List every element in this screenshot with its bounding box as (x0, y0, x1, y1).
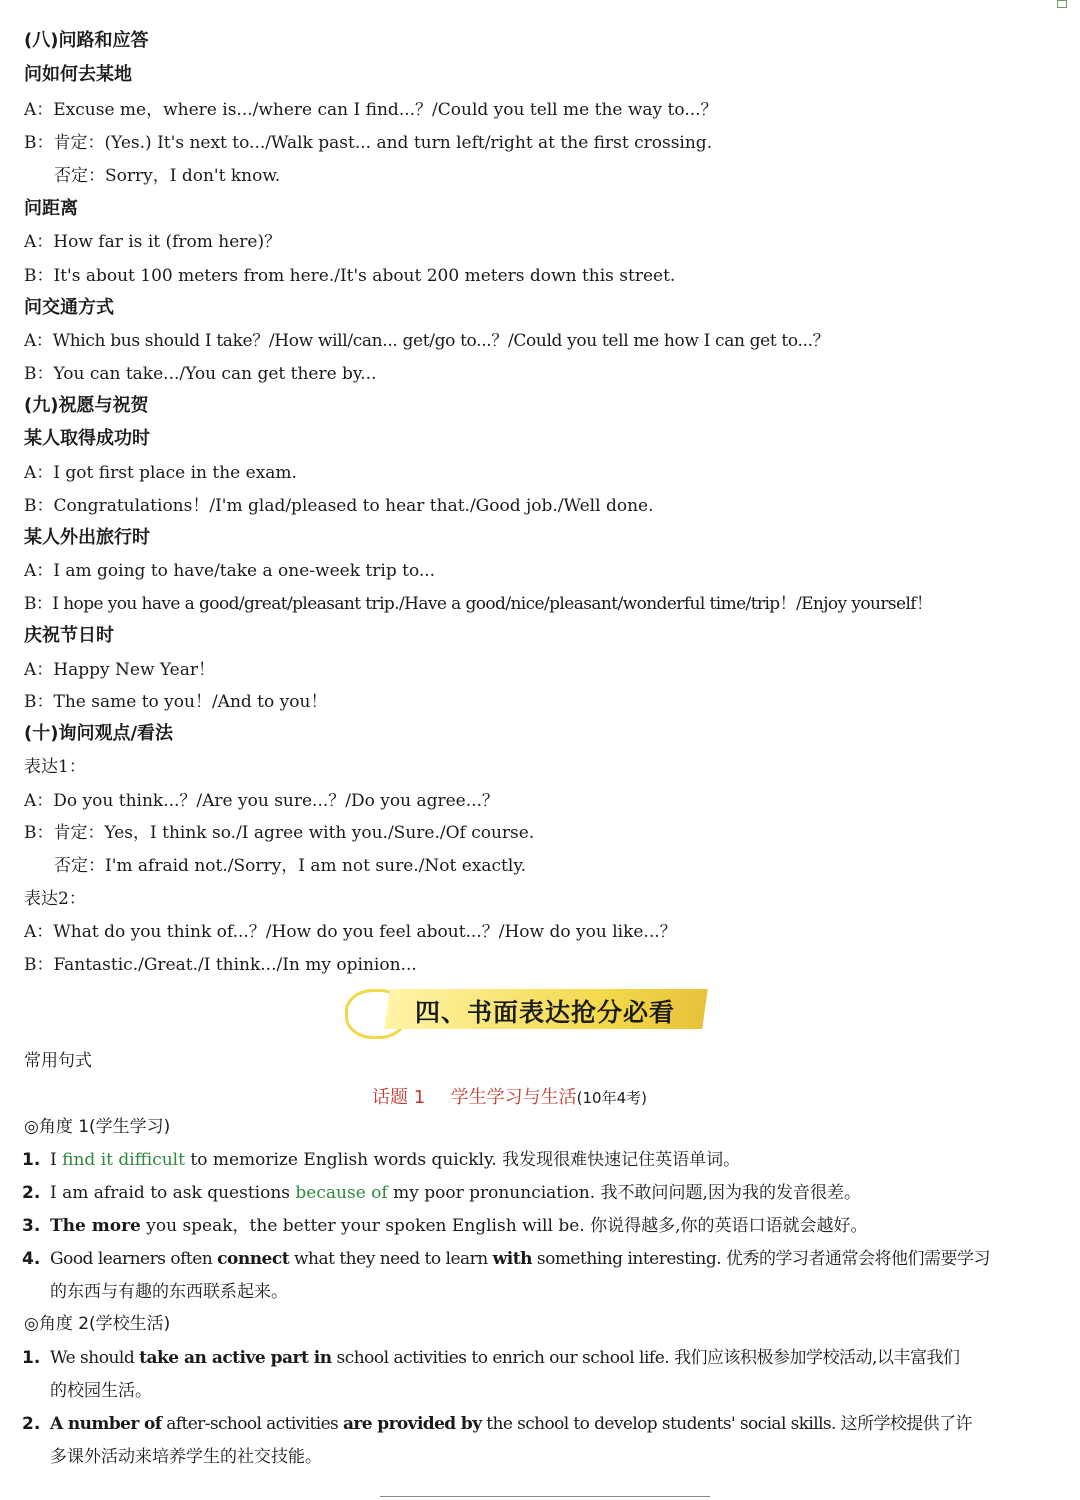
item-text: the school to develop students' social skills. 这所学校提供了许 (481, 1414, 972, 1434)
angle-heading: ◎角度 2(学校生活) (24, 1314, 171, 1334)
dialogue-line: B：You can take.../You can get there by... (24, 364, 377, 384)
item-text-continued: 多课外活动来培养学生的社交技能。 (50, 1447, 322, 1467)
banner-title: 四、书面表达抢分必看 (415, 998, 676, 1027)
topic-note: (10年4考) (576, 1089, 647, 1107)
subheading: 问交通方式 (24, 297, 114, 318)
item-number: 1. (22, 1150, 41, 1170)
item-number: 4. (22, 1249, 41, 1269)
dialogue-line: A：How far is it (from here)？ (24, 232, 282, 252)
item-highlight: take an active part in (139, 1348, 332, 1368)
item-number: 2. (22, 1183, 41, 1203)
item-text: I (50, 1150, 63, 1170)
dialogue-line: B：I hope you have a good/great/pleasant trip./Have a good/nice/pleasant/wonderful time/trip！/Enjoy yourself！ (24, 594, 933, 614)
common-patterns-label: 常用句式 (24, 1051, 92, 1071)
section-heading: (九)祝愿与祝贺 (24, 395, 149, 416)
subheading: 某人外出旅行时 (24, 527, 150, 548)
corner-mark (1057, 0, 1067, 8)
subheading: 某人取得成功时 (24, 428, 150, 449)
item-number: 2. (22, 1414, 41, 1434)
item-text: something interesting. 优秀的学习者通常会将他们需要学习 (531, 1249, 991, 1269)
section-heading: (八)问路和应答 (24, 30, 149, 51)
item-text: after-school activities (161, 1414, 343, 1434)
item-text: my poor pronunciation. 我不敢问问题,因为我的发音很差。 (387, 1183, 861, 1203)
item-highlight: because of (295, 1183, 388, 1203)
item-highlight: The more (50, 1216, 141, 1236)
item-highlight: with (492, 1249, 532, 1269)
item-number: 1. (22, 1348, 41, 1368)
dialogue-line: 否定：Sorry，I don't know. (54, 166, 281, 186)
dialogue-line: A：Do you think...？/Are you sure...？/Do you agree...？ (24, 791, 499, 811)
dialogue-line: A：Happy New Year！ (24, 660, 215, 680)
dialogue-line: A：Which bus should I take？/How will/can... get/go to...？/Could you tell me how I can get to...？ (24, 331, 830, 351)
section-banner (345, 985, 707, 1033)
subheading: 问距离 (24, 198, 78, 219)
item-text: Good learners often (50, 1249, 218, 1269)
dialogue-line: 否定：I'm afraid not./Sorry，I am not sure./Not exactly. (54, 856, 527, 876)
item-text-continued: 的校园生活。 (50, 1381, 152, 1401)
item-number: 3. (22, 1216, 41, 1236)
topic-title: 学生学习与生活 (450, 1087, 577, 1108)
dialogue-line: A：I am going to have/take a one-week trip to... (24, 561, 436, 581)
item-text: I am afraid to ask questions (50, 1183, 296, 1203)
item-text: you speak，the better (140, 1216, 336, 1236)
dialogue-line: B：肯定：(Yes.) It's next to.../Walk past... and turn left/right at the first crossing. (24, 133, 713, 153)
item-highlight: find it difficult (62, 1150, 185, 1170)
item-text: We should (50, 1348, 140, 1368)
dialogue-line: B：Congratulations！/I'm glad/pleased to hear that./Good job./Well done. (24, 496, 654, 516)
topic-label: 话题 1 (372, 1087, 426, 1108)
dialogue-line: A：I got first place in the exam. (24, 463, 297, 483)
angle-heading: ◎角度 1(学生学习) (24, 1117, 171, 1137)
dialogue-line: B：It's about 100 meters from here./It's about 200 meters down this street. (24, 266, 676, 286)
item-text: what they need to learn (289, 1249, 493, 1269)
dialogue-line: B：肯定：Yes，I think so./I agree with you./Sure./Of course. (24, 823, 535, 843)
dialogue-line: A：What do you think of...？/How do you feel about...？/How do you like...？ (24, 922, 677, 942)
dialogue-line: B：The same to you！/And to you！ (24, 692, 328, 712)
item-text: your spoken English will be. 你说得越多,你的英语口语就会越好。 (335, 1216, 868, 1236)
item-highlight: A number of (50, 1414, 162, 1434)
topic-heading (372, 1083, 647, 1109)
item-highlight: are provided by (342, 1414, 482, 1434)
dialogue-line: B：Fantastic./Great./I think.../In my opinion... (24, 955, 417, 975)
item-text-continued: 的东西与有趣的东西联系起来。 (50, 1282, 288, 1302)
item-text: to memorize English words quickly. 我发现很难快速记住英语单词。 (184, 1150, 741, 1170)
item-highlight: connect (217, 1249, 290, 1269)
item-text: school activities to enrich our school life. 我们应该积极参加学校活动,以丰富我们 (331, 1348, 960, 1368)
subheading: 问如何去某地 (24, 64, 132, 85)
expression-label: 表达2： (24, 889, 86, 909)
dialogue-line: A：Excuse me，where is.../where can I find...？/Could you tell me the way to...？ (24, 100, 718, 120)
expression-label: 表达1： (24, 757, 86, 777)
section-heading: (十)询问观点/看法 (24, 723, 174, 744)
footer-rule (380, 1496, 710, 1497)
subheading: 庆祝节日时 (24, 625, 114, 646)
